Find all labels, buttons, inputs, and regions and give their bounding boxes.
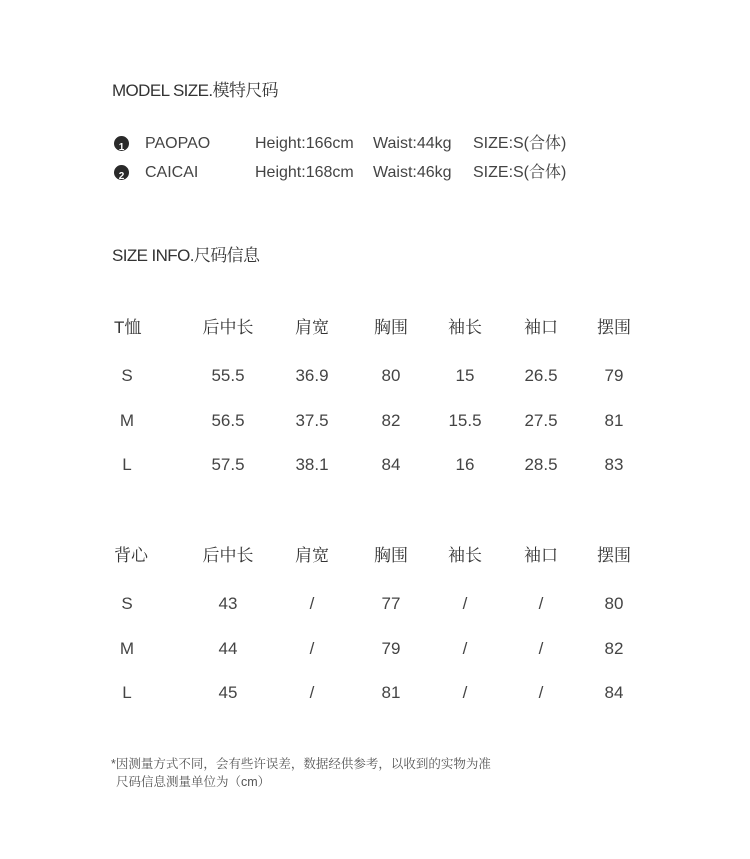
table-cell: /: [309, 594, 315, 613]
model-row-2: [114, 161, 634, 185]
model-name: CAICAI: [145, 164, 199, 181]
table-cell: 26.5: [524, 366, 558, 385]
table-cell: /: [309, 639, 315, 658]
number-badge-2: 2: [114, 165, 129, 180]
size-label: L: [122, 455, 132, 474]
table-cell: 81: [604, 411, 624, 430]
unit-note: 尺码信息测量单位为（cm）: [116, 775, 271, 789]
model-size-title: MODEL SIZE.模特尺码: [112, 81, 279, 100]
shoulder-header: 肩宽: [295, 318, 329, 337]
sleeve-length-header: 袖长: [448, 318, 482, 337]
table-cell: 84: [604, 683, 624, 702]
table-cell: 55.5: [211, 366, 245, 385]
table-cell: 44: [218, 639, 238, 658]
size-label: S: [121, 594, 133, 613]
table-cell: 77: [381, 594, 401, 613]
table-cell: 36.9: [295, 366, 329, 385]
model-row-1: [114, 132, 634, 156]
table-cell: /: [538, 639, 544, 658]
back-length-header: 后中长: [202, 318, 254, 337]
table-cell: 38.1: [295, 455, 329, 474]
shoulder-header: 肩宽: [295, 546, 329, 565]
table-cell: 84: [381, 455, 401, 474]
table-cell: 57.5: [211, 455, 245, 474]
back-length-header: 后中长: [202, 546, 254, 565]
table-cell: 81: [381, 683, 401, 702]
table-cell: /: [309, 683, 315, 702]
size-info-title: SIZE INFO.尺码信息: [112, 246, 260, 265]
sleeve-length-header: 袖长: [448, 546, 482, 565]
size-label: L: [122, 683, 132, 702]
model-size: SIZE:S(合体): [473, 135, 567, 152]
table-cell: 43: [218, 594, 238, 613]
table-cell: 16: [455, 455, 475, 474]
table-cell: /: [462, 594, 468, 613]
category-header: T恤: [114, 318, 142, 337]
model-height: Height:166cm: [255, 135, 354, 152]
model-waist: Waist:46kg: [373, 164, 452, 181]
table-cell: 80: [381, 366, 401, 385]
table-cell: 28.5: [524, 455, 558, 474]
table-cell: 45: [218, 683, 238, 702]
table-cell: 37.5: [295, 411, 329, 430]
table-cell: 79: [604, 366, 624, 385]
number-badge-1: 1: [114, 136, 129, 151]
cuff-header: 袖口: [524, 318, 558, 337]
size-label: S: [121, 366, 133, 385]
table-cell: 56.5: [211, 411, 245, 430]
model-size: SIZE:S(合体): [473, 164, 567, 181]
chest-header: 胸围: [374, 546, 408, 565]
model-name: PAOPAO: [145, 135, 211, 152]
table-cell: /: [462, 683, 468, 702]
table-cell: 82: [381, 411, 401, 430]
table-cell: 82: [604, 639, 624, 658]
hem-header: 摆围: [597, 546, 631, 565]
table-cell: /: [462, 639, 468, 658]
hem-header: 摆围: [597, 318, 631, 337]
model-waist: Waist:44kg: [373, 135, 452, 152]
chest-header: 胸围: [374, 318, 408, 337]
cuff-header: 袖口: [524, 546, 558, 565]
table-cell: 15.5: [448, 411, 482, 430]
size-label: M: [119, 639, 135, 658]
model-height: Height:168cm: [255, 164, 354, 181]
size-label: M: [119, 411, 135, 430]
table-cell: 80: [604, 594, 624, 613]
table-cell: 83: [604, 455, 624, 474]
measurement-note: *因测量方式不同，会有些许误差，数据经供参考，以收到的实物为准: [111, 757, 491, 771]
category-header: 背心: [114, 546, 148, 565]
table-cell: /: [538, 683, 544, 702]
table-cell: 79: [381, 639, 401, 658]
table-cell: 15: [455, 366, 475, 385]
table-cell: 27.5: [524, 411, 558, 430]
table-cell: /: [538, 594, 544, 613]
